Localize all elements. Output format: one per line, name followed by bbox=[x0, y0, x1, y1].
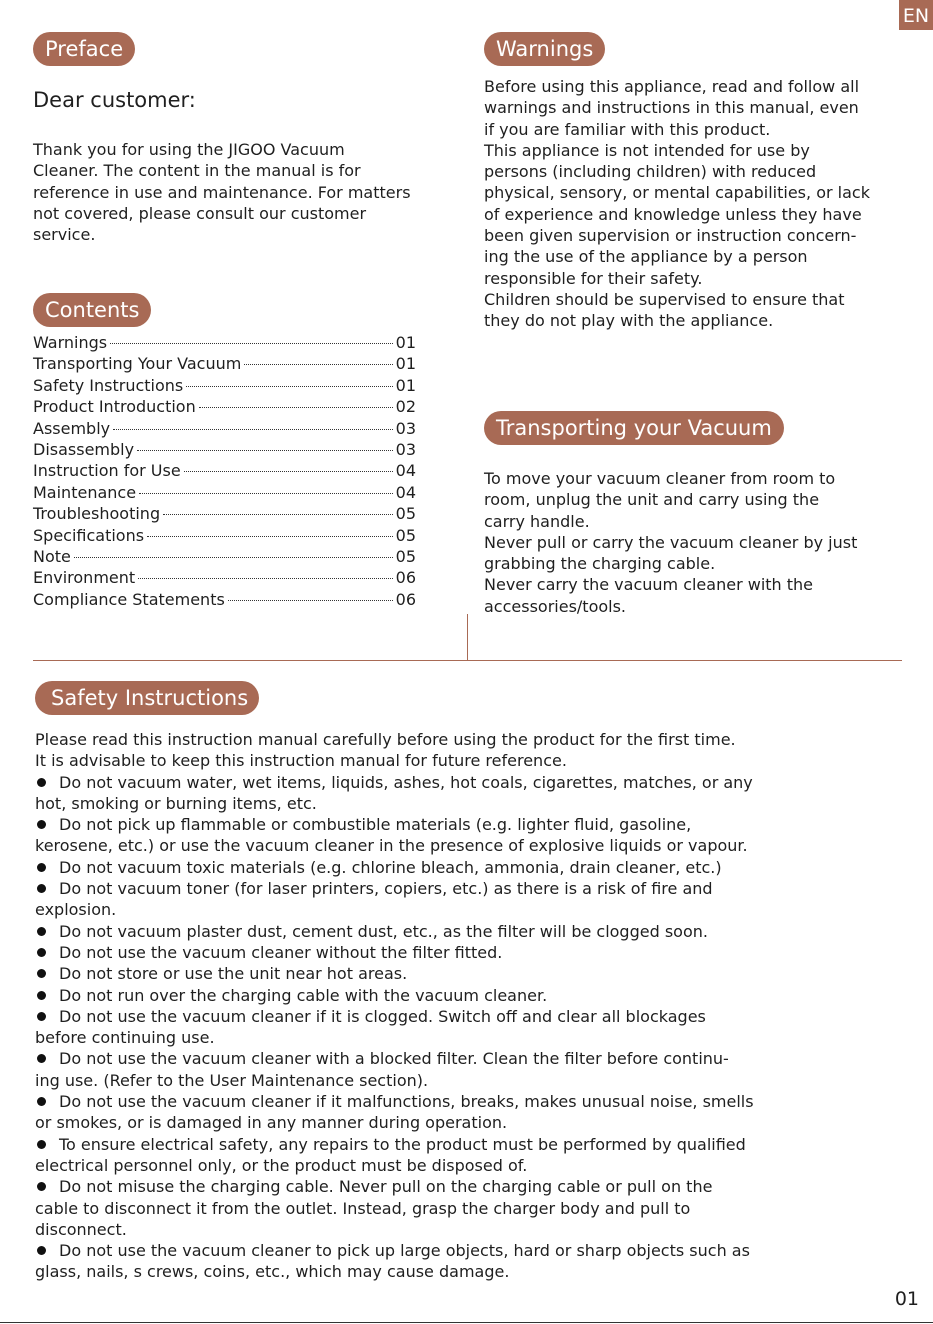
toc-item-page: 01 bbox=[395, 333, 416, 352]
safety-bullet bbox=[35, 942, 865, 963]
toc-item-title: Product Introduction bbox=[33, 397, 196, 417]
warnings-line: if you are familiar with this product. bbox=[484, 119, 771, 139]
toc-item-title: Assembly bbox=[33, 418, 111, 438]
safety-bullet bbox=[35, 1006, 865, 1027]
preface-line: Thank you for using the JIGOO Vacuum bbox=[33, 140, 345, 159]
toc-item-page: 02 bbox=[395, 397, 416, 417]
toc-item-title: Compliance Statements bbox=[33, 589, 225, 609]
safety-bullet-continuation bbox=[35, 899, 865, 920]
transporting-text bbox=[484, 468, 904, 617]
toc-leader-dots bbox=[199, 407, 393, 408]
toc-leader-dots bbox=[228, 600, 393, 601]
warnings-line: responsible for their safety. bbox=[484, 268, 703, 288]
bullet-dot-icon bbox=[37, 1012, 46, 1021]
safety-bullet-text: Do not vacuum plaster dust, cement dust, etc., as the filter will be clogged soon. bbox=[59, 921, 708, 941]
safety-bullet-text: or smokes, or is damaged in any manner during operation. bbox=[35, 1113, 508, 1133]
transporting-line: Never carry the vacuum cleaner with the bbox=[484, 575, 814, 595]
toc-item-title: Troubleshooting bbox=[33, 504, 161, 524]
safety-bullet-text: Do not run over the charging cable with the vacuum cleaner. bbox=[59, 985, 548, 1005]
toc-item-page: 03 bbox=[395, 439, 416, 459]
toc-leader-dots bbox=[110, 343, 393, 344]
transporting-line: room, unplug the unit and carry using the bbox=[484, 490, 820, 510]
safety-bullet-text: Do not use the vacuum cleaner without the filter fitted. bbox=[59, 942, 503, 962]
safety-bullet-text: ing use. (Refer to the User Maintenance section). bbox=[35, 1070, 429, 1090]
transporting-heading: Transporting your Vacuum bbox=[484, 411, 784, 445]
safety-bullet bbox=[35, 1240, 865, 1261]
toc-item-title: Maintenance bbox=[33, 482, 137, 502]
safety-bullet-text: Do not vacuum toxic materials (e.g. chlorine bleach, ammonia, drain cleaner, etc.) bbox=[59, 857, 722, 877]
safety-bullet bbox=[35, 1134, 865, 1155]
warnings-line: of experience and knowledge unless they have bbox=[484, 204, 862, 224]
safety-bullet-text: Do not use the vacuum cleaner to pick up large objects, hard or sharp objects such as bbox=[59, 1241, 750, 1261]
bullet-dot-icon bbox=[37, 863, 46, 872]
safety-bullet-text: cable to disconnect it from the outlet. Instead, grasp the charger body and pull to bbox=[35, 1198, 691, 1218]
bullet-dot-icon bbox=[37, 948, 46, 957]
warnings-line: Children should be supervised to ensure that bbox=[484, 289, 845, 309]
toc-item-page: 04 bbox=[395, 461, 416, 481]
transporting-line: grabbing the charging cable. bbox=[484, 554, 716, 574]
safety-heading: Safety Instructions bbox=[35, 681, 259, 715]
safety-bullet-continuation bbox=[35, 1027, 865, 1048]
preface-line: reference in use and maintenance. For matters bbox=[33, 182, 411, 202]
toc-item-title: Transporting Your Vacuum bbox=[33, 354, 242, 374]
toc-leader-dots bbox=[139, 493, 393, 494]
safety-bullet bbox=[35, 1091, 865, 1112]
toc-item-title: Note bbox=[33, 546, 71, 566]
safety-bullet-text: Do not vacuum water, wet items, liquids, ashes, hot coals, cigarettes, matches, or any bbox=[59, 772, 753, 792]
toc-item-title: Disassembly bbox=[33, 439, 135, 459]
toc-leader-dots bbox=[184, 471, 393, 472]
safety-bullet-text: Do not misuse the charging cable. Never pull on the charging cable or pull on the bbox=[59, 1177, 713, 1197]
safety-bullet bbox=[35, 963, 865, 984]
table-of-contents bbox=[33, 332, 416, 610]
preface-text bbox=[33, 139, 458, 245]
toc-item bbox=[33, 567, 416, 588]
toc-item-page: 06 bbox=[395, 568, 416, 588]
bullet-dot-icon bbox=[37, 1097, 46, 1106]
transporting-line: To move your vacuum cleaner from room to bbox=[484, 469, 836, 488]
toc-item bbox=[33, 418, 416, 439]
safety-bullet-continuation bbox=[35, 1198, 865, 1219]
toc-item bbox=[33, 482, 416, 503]
language-tab: EN bbox=[899, 0, 933, 30]
warnings-line: warnings and instructions in this manual, even bbox=[484, 98, 859, 118]
toc-item bbox=[33, 589, 416, 610]
preface-heading: Preface bbox=[33, 32, 135, 66]
transporting-line: accessories/tools. bbox=[484, 596, 627, 616]
safety-bullet-text: explosion. bbox=[35, 900, 117, 920]
toc-item bbox=[33, 439, 416, 460]
warnings-line: physical, sensory, or mental capabilities, or lack bbox=[484, 183, 870, 203]
page-number: 01 bbox=[894, 1288, 919, 1310]
safety-bullet-text: disconnect. bbox=[35, 1219, 127, 1239]
safety-bullet-text: Do not pick up flammable or combustible materials (e.g. lighter fluid, gasoline, bbox=[59, 815, 692, 835]
safety-intro-line: Please read this instruction manual carefully before using the product for the first time. bbox=[35, 730, 736, 749]
safety-bullet-text: hot, smoking or burning items, etc. bbox=[35, 793, 317, 813]
greeting: Dear customer: bbox=[33, 88, 196, 112]
safety-bullet bbox=[35, 1048, 865, 1069]
warnings-line: Before using this appliance, read and follow all bbox=[484, 77, 860, 96]
safety-bullet-text: kerosene, etc.) or use the vacuum cleaner in the presence of explosive liquids or vapour. bbox=[35, 836, 748, 856]
toc-item bbox=[33, 503, 416, 524]
bottom-rule bbox=[0, 1322, 933, 1323]
safety-bullet bbox=[35, 985, 865, 1006]
toc-item-title: Safety Instructions bbox=[33, 375, 184, 395]
safety-bullet bbox=[35, 878, 865, 899]
safety-bullet-continuation bbox=[35, 793, 865, 814]
safety-bullet-text: electrical personnel only, or the product must be disposed of. bbox=[35, 1155, 528, 1175]
toc-leader-dots bbox=[74, 557, 393, 558]
transporting-line: Never pull or carry the vacuum cleaner by just bbox=[484, 532, 858, 552]
warnings-heading: Warnings bbox=[484, 32, 605, 66]
warnings-line: persons (including children) with reduced bbox=[484, 162, 817, 182]
toc-item-page: 06 bbox=[395, 589, 416, 609]
bullet-dot-icon bbox=[37, 820, 46, 829]
bullet-dot-icon bbox=[37, 1054, 46, 1063]
safety-text bbox=[35, 729, 865, 1283]
safety-bullet-text: To ensure electrical safety, any repairs to the product must be performed by qualified bbox=[59, 1134, 746, 1154]
toc-item-title: Instruction for Use bbox=[33, 461, 181, 481]
bullet-dot-icon bbox=[37, 927, 46, 936]
bullet-dot-icon bbox=[37, 1246, 46, 1255]
toc-leader-dots bbox=[147, 536, 393, 537]
toc-item-page: 05 bbox=[395, 546, 416, 566]
safety-bullet-text: Do not use the vacuum cleaner if it is clogged. Switch off and clear all blockages bbox=[59, 1006, 706, 1026]
toc-leader-dots bbox=[163, 514, 393, 515]
safety-bullet-continuation bbox=[35, 1112, 865, 1133]
safety-bullet-text: glass, nails, s crews, coins, etc., which may cause damage. bbox=[35, 1262, 510, 1282]
column-divider bbox=[467, 614, 468, 661]
toc-item-page: 05 bbox=[395, 504, 416, 524]
toc-leader-dots bbox=[113, 429, 393, 430]
safety-bullet bbox=[35, 1176, 865, 1197]
bullet-dot-icon bbox=[37, 991, 46, 1000]
safety-bullet-continuation bbox=[35, 1155, 865, 1176]
toc-item bbox=[33, 332, 416, 353]
toc-leader-dots bbox=[244, 364, 392, 365]
bullet-dot-icon bbox=[37, 778, 46, 787]
safety-bullet-continuation bbox=[35, 835, 865, 856]
preface-line: not covered, please consult our customer bbox=[33, 203, 367, 223]
toc-item-page: 03 bbox=[395, 418, 416, 438]
bullet-dot-icon bbox=[37, 969, 46, 978]
preface-line: service. bbox=[33, 225, 96, 245]
safety-bullet bbox=[35, 772, 865, 793]
toc-leader-dots bbox=[137, 450, 393, 451]
safety-bullet-continuation bbox=[35, 1070, 865, 1091]
safety-bullet-text: Do not use the vacuum cleaner if it malfunctions, breaks, makes unusual noise, smells bbox=[59, 1092, 754, 1112]
toc-item bbox=[33, 353, 416, 374]
bullet-dot-icon bbox=[37, 1140, 46, 1149]
safety-bullet-continuation bbox=[35, 1261, 865, 1282]
toc-item-page: 01 bbox=[395, 354, 416, 374]
warnings-line: been given supervision or instruction concern- bbox=[484, 226, 857, 246]
warnings-line: This appliance is not intended for use by bbox=[484, 140, 810, 160]
safety-bullet bbox=[35, 814, 865, 835]
toc-leader-dots bbox=[186, 386, 392, 387]
safety-bullet bbox=[35, 921, 865, 942]
toc-item bbox=[33, 460, 416, 481]
bullet-dot-icon bbox=[37, 1182, 46, 1191]
toc-leader-dots bbox=[138, 578, 392, 579]
safety-bullet-text: Do not use the vacuum cleaner with a blocked filter. Clean the filter before continu- bbox=[59, 1049, 729, 1069]
toc-item-title: Warnings bbox=[33, 333, 108, 352]
toc-item-page: 04 bbox=[395, 482, 416, 502]
safety-bullet-text: Do not store or use the unit near hot areas. bbox=[59, 964, 408, 984]
toc-item-page: 05 bbox=[395, 525, 416, 545]
warnings-line: they do not play with the appliance. bbox=[484, 311, 774, 331]
preface-line: Cleaner. The content in the manual is for bbox=[33, 161, 361, 181]
transporting-line: carry handle. bbox=[484, 511, 590, 531]
toc-item-title: Environment bbox=[33, 568, 136, 588]
toc-item bbox=[33, 396, 416, 417]
contents-heading: Contents bbox=[33, 293, 151, 327]
section-divider bbox=[33, 660, 902, 661]
toc-item-title: Specifications bbox=[33, 525, 145, 545]
safety-bullet-continuation bbox=[35, 1219, 865, 1240]
toc-item bbox=[33, 525, 416, 546]
safety-bullet-text: Do not vacuum toner (for laser printers, copiers, etc.) as there is a risk of fire and bbox=[59, 879, 713, 899]
safety-bullet-text: before continuing use. bbox=[35, 1028, 215, 1048]
bullet-dot-icon bbox=[37, 884, 46, 893]
toc-item bbox=[33, 375, 416, 396]
toc-item bbox=[33, 546, 416, 567]
toc-item-page: 01 bbox=[395, 375, 416, 395]
safety-bullet bbox=[35, 857, 865, 878]
safety-intro-line: It is advisable to keep this instruction manual for future reference. bbox=[35, 751, 567, 771]
warnings-text bbox=[484, 76, 904, 332]
warnings-line: ing the use of the appliance by a person bbox=[484, 247, 808, 267]
